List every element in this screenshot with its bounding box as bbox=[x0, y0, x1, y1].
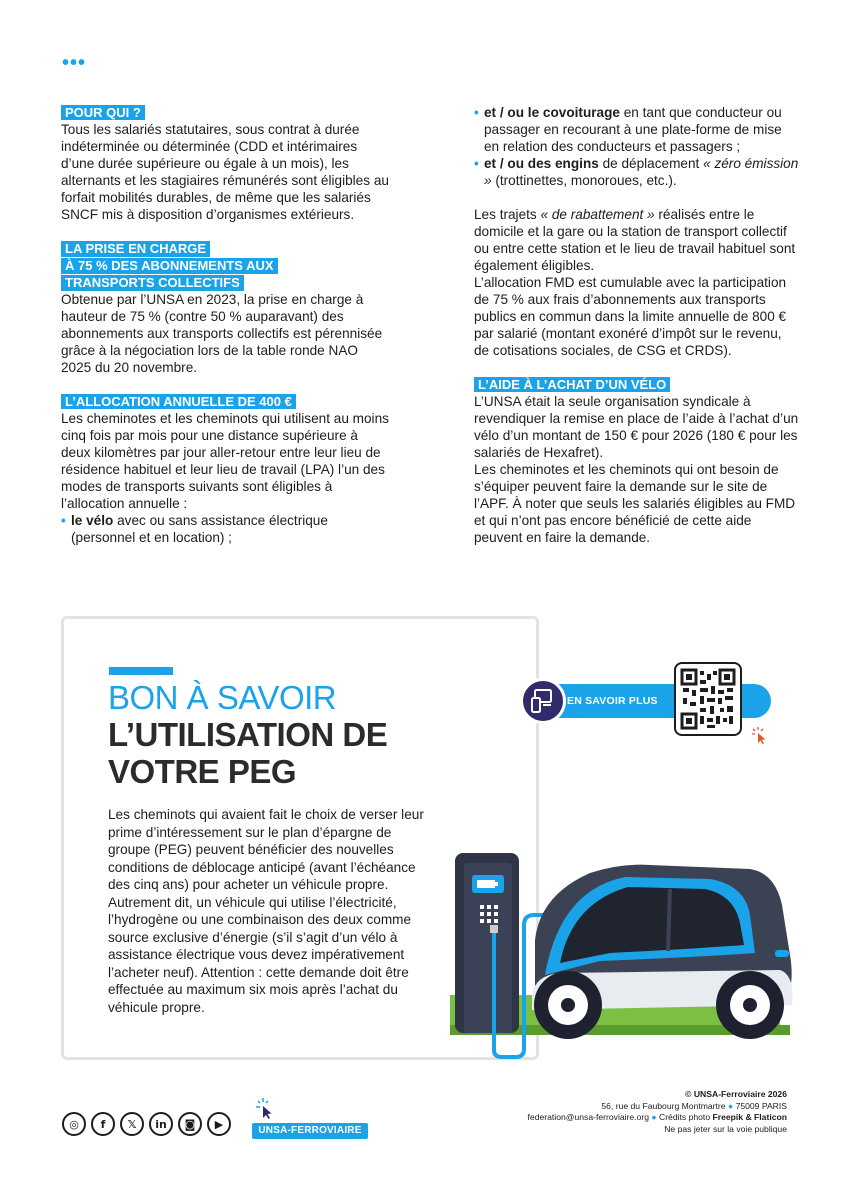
email-link[interactable]: federation@unsa-ferroviaire.org bbox=[527, 1112, 649, 1122]
heading-allocation: L’ALLOCATION ANNUELLE DE 400 € bbox=[61, 394, 296, 409]
footer-credits bbox=[528, 1089, 787, 1135]
en-savoir-plus-label[interactable]: EN SAVOIR PLUS bbox=[567, 695, 658, 707]
address: 56, rue du Faubourg Montmartre bbox=[601, 1100, 726, 1111]
list-item bbox=[474, 155, 799, 189]
heading-line: À 75 % DES ABONNEMENTS AUX bbox=[61, 258, 278, 274]
section-pour-qui bbox=[61, 104, 391, 223]
list-item bbox=[474, 104, 799, 155]
heading-velo: L’AIDE À L’ACHAT D’UN VÉLO bbox=[474, 377, 670, 392]
rabattement-italic: « de rabattement » bbox=[540, 207, 655, 222]
address-line bbox=[528, 1101, 787, 1113]
heading-line: LA PRISE EN CHARGE bbox=[61, 241, 210, 257]
electric-car-illustration bbox=[450, 845, 798, 1060]
right-column bbox=[474, 104, 799, 563]
box-subtitle: L’UTILISATION DE VOTRE PEG bbox=[108, 716, 388, 790]
city: 75009 PARIS bbox=[735, 1100, 787, 1111]
credits-label: Crédits photo bbox=[658, 1112, 713, 1122]
dribbble-icon[interactable]: ◎ bbox=[62, 1112, 86, 1136]
left-column bbox=[61, 104, 391, 563]
section-velo bbox=[474, 376, 799, 546]
bullet-text: de déplacement bbox=[598, 156, 704, 171]
logo-cursor-icon bbox=[256, 1098, 274, 1125]
rabattement-text: réalisés entre le domicile et la gare ou la station de transport collectif ou entre cette station et le lieu de travail habituel sont également éligibles. bbox=[474, 207, 796, 273]
box-title: BON À SAVOIR bbox=[108, 679, 337, 716]
notice: Ne pas jeter sur la voie publique bbox=[664, 1123, 787, 1134]
bullet-bold: et / ou des engins bbox=[484, 156, 599, 171]
accent-bar bbox=[109, 667, 173, 675]
bullet-text: avec ou sans assistance électrique (personnel et en location) ; bbox=[71, 513, 328, 545]
copyright: © UNSA-Ferroviaire 2026 bbox=[685, 1089, 787, 1099]
bullet-bold: et / ou le covoiturage bbox=[484, 105, 620, 120]
bullet-italic: « zéro émission » bbox=[484, 156, 799, 188]
qr-code[interactable] bbox=[674, 662, 742, 736]
youtube-icon[interactable]: ▶ bbox=[207, 1112, 231, 1136]
credits-names: Freepik & Flaticon bbox=[712, 1112, 787, 1122]
instagram-icon[interactable]: ◙ bbox=[178, 1112, 202, 1136]
x-icon[interactable]: 𝕏 bbox=[120, 1112, 144, 1136]
pour-qui-text: Tous les salariés statutaires, sous contrat à durée indéterminée ou déterminée (CDD et intérimaires d’une durée supérieure ou égale à un mois), les alternants et les stagiaires rémunérés sont éligibles au forfait mobilités durables, de même que les salariés SNCF mis à disposition d’organismes extérieurs. bbox=[61, 122, 389, 222]
devices-icon bbox=[520, 678, 566, 724]
social-links bbox=[62, 1112, 231, 1136]
bullet-text: en tant que conducteur ou passager en recourant à une plate-forme de mise en relation des conducteurs et passagers ; bbox=[484, 105, 782, 154]
section-modes bbox=[474, 104, 799, 189]
header-dots: ••• bbox=[62, 52, 87, 74]
prise-en-charge-text: Obtenue par l’UNSA en 2023, la prise en charge à hauteur de 75 % (contre 50 % auparavant) des abonnements aux transports collectifs est pérennisée grâce à la négociation lors de la table ronde NAO 2025 du 20 novembre. bbox=[61, 292, 383, 375]
velo-text: L’UNSA était la seule organisation syndicale à revendiquer la remise en place de l’aide à l’achat d’un vélo d’un montant de 150 € pour 2026 (180 € pour les salariés de Hexafret). bbox=[474, 394, 799, 460]
box-text: Les cheminots qui avaient fait le choix de verser leur prime d’intéressement sur le plan d’épargne de groupe (PEG) peuvent bénéficier des nouvelles conditions de déblocage anticipé (avant l’échéance des cinq ans) pour acheter un véhicule propre. Autrement dit, un véhicule qui utilise l’électricité, l’hydrogène ou une combinaison des deux comme source exclusive d’énergie (s’il s’agit d’un vélo à assistance électrique vous devez impérativement l’acheter neuf). Attention : cette demande doit être effectuée au maximum six mois après l’achat du véhicule propre. bbox=[108, 807, 424, 1015]
heading-line: TRANSPORTS COLLECTIFS bbox=[61, 275, 244, 291]
brand-name: UNSA-FERROVIAIRE bbox=[252, 1123, 368, 1139]
section-rabattement bbox=[474, 206, 799, 359]
heading-pour-qui: POUR QUI ? bbox=[61, 105, 145, 120]
separator-dot: ● bbox=[727, 1100, 734, 1111]
fmd-text: L’allocation FMD est cumulable avec la participation de 75 % aux frais d’abonnements aux transports publics en commun dans la limite annuelle de 800 € par salarié (montant exonéré d’impôt sur le revenu, de cotisations sociales, de CSG et CRDS). bbox=[474, 275, 787, 358]
list-item bbox=[61, 512, 391, 546]
heading-prise-en-charge bbox=[61, 240, 391, 291]
bullet-bold: le vélo bbox=[71, 513, 114, 528]
rabattement-text: Les trajets bbox=[474, 207, 541, 222]
separator-dot: ● bbox=[651, 1112, 657, 1122]
email-line bbox=[528, 1112, 787, 1124]
allocation-text: Les cheminotes et les cheminots qui utilisent au moins cinq fois par mois pour une distance supérieure à deux kilomètres par jour aller-retour entre leur lieu de résidence habituel et leur lieu de travail (LPA) l’un des modes de transports suivants sont éligibles à l’allocation annuelle : bbox=[61, 411, 389, 511]
linkedin-icon[interactable]: in bbox=[149, 1112, 173, 1136]
bullet-text: (trottinettes, monoroues, etc.). bbox=[491, 173, 677, 188]
click-cursor-icon bbox=[752, 727, 768, 748]
section-allocation bbox=[61, 393, 391, 546]
velo-text: Les cheminotes et les cheminots qui ont besoin de s’équiper peuvent faire la demande sur le site de l’APF. À noter que seuls les salariés éligibles au FMD et qui n’ont pas encore bénéficié de cette aide peuvent en faire la demande. bbox=[474, 462, 796, 545]
section-prise-en-charge bbox=[61, 240, 391, 376]
facebook-icon[interactable]: f bbox=[91, 1112, 115, 1136]
